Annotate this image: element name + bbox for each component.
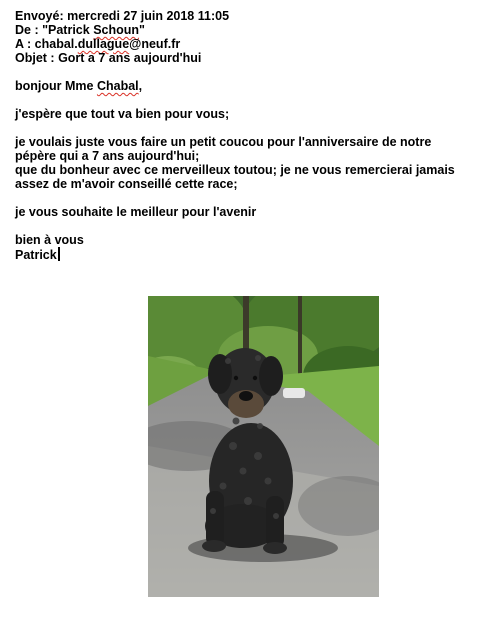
to-label: A : [15, 37, 35, 51]
to-value-spellcheck-word[interactable]: dullague [77, 37, 130, 51]
sent-value: mercredi 27 juin 2018 11:05 [67, 9, 230, 23]
to-value-end: @neuf.fr [129, 37, 181, 51]
sent-label: Envoyé: [15, 9, 68, 23]
from-label: De : [15, 23, 43, 37]
paragraph-birthday-line-4: assez de m'avoir conseillé cette race; [15, 177, 238, 191]
subject-label: Objet : [15, 51, 59, 65]
sent-line [15, 9, 485, 23]
paragraph-birthday-line-2: pépère qui a 7 ans aujourd'hui; [15, 149, 200, 163]
from-line [15, 23, 485, 37]
dog-photo-illustration [148, 296, 379, 597]
paragraph-wishes: je vous souhaite le meilleur pour l'avenir [15, 205, 257, 219]
paragraph-wellbeing: j'espère que tout va bien pour vous; [15, 107, 230, 121]
signature: Patrick [15, 248, 57, 262]
paragraph-birthday-line-3: que du bonheur avec ce merveilleux toutou; je ne vous remercierai jamais [15, 163, 455, 177]
greeting-start: bonjour Mme [15, 79, 97, 93]
from-value-start: "Patrick [42, 23, 94, 37]
from-value-end: " [139, 23, 145, 37]
dog-photo [148, 296, 379, 597]
greeting-spellcheck-word[interactable]: Chabal [96, 79, 139, 93]
subject-value: Gort a 7 ans aujourd'hui [58, 51, 202, 65]
greeting-end: , [138, 79, 143, 93]
from-value-spellcheck-word[interactable]: Schoun [93, 23, 140, 37]
greeting [15, 79, 485, 93]
to-line [15, 37, 485, 51]
signature-line[interactable] [15, 247, 485, 262]
email-message [15, 9, 485, 262]
subject-line [15, 51, 485, 65]
text-cursor [58, 247, 60, 261]
paragraph-birthday-line-1: je voulais juste vous faire un petit coucou pour l'anniversaire de notre [15, 135, 432, 149]
to-value-start: chabal. [34, 37, 78, 51]
closing-line: bien à vous [15, 233, 84, 247]
